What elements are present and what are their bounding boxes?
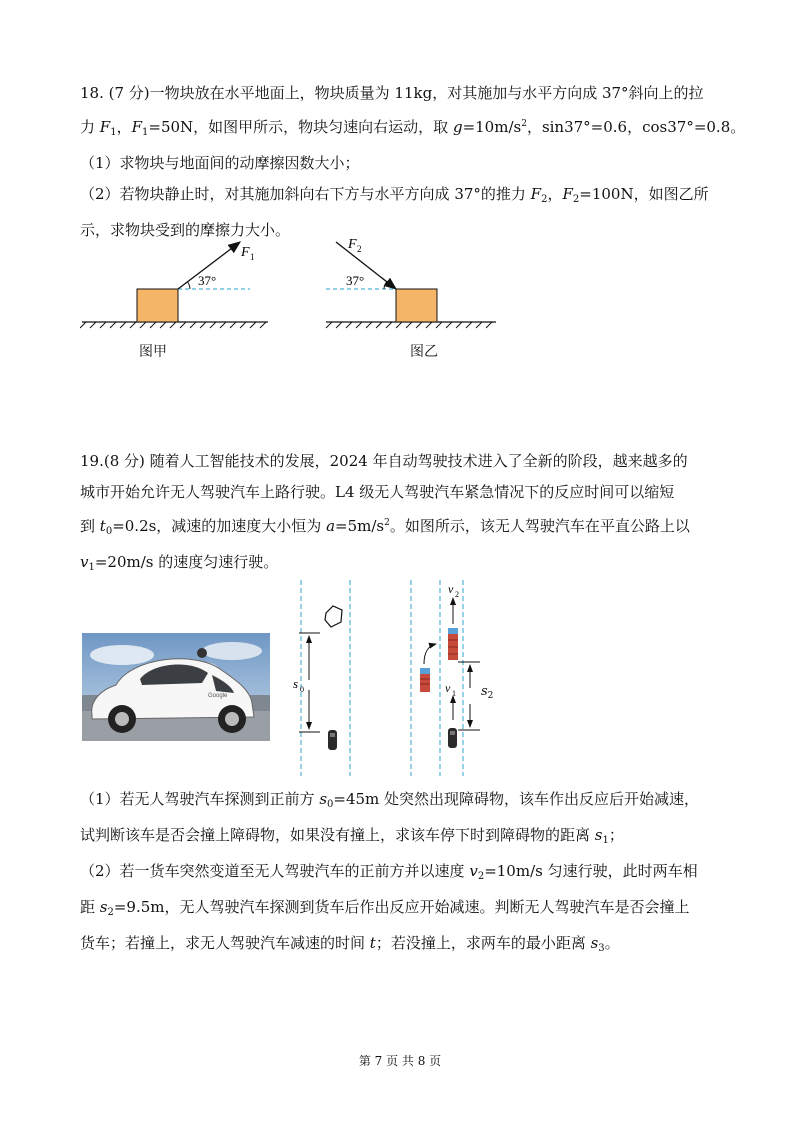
q19-line-1: 19.(8 分) 随着人工智能技术的发展，2024 年自动驾驶技术进入了全新的阶段，越来越多的	[80, 452, 688, 470]
s0-label-sub: 0	[300, 685, 304, 694]
q19-part-1-line-2	[80, 820, 730, 856]
block	[137, 289, 178, 322]
var-s: s	[590, 934, 599, 952]
q19-part-2-line-3	[80, 928, 730, 964]
q18-number: 18. (7 分)	[80, 84, 150, 102]
q19-line-3	[80, 508, 730, 547]
question-19-stem	[80, 446, 730, 583]
q18-line-1	[80, 78, 730, 109]
q19-line-2: 城市开始允许无人驾驶汽车上路行驶。L4 级无人驾驶汽车紧急情况下的反应时间可以缩短	[80, 483, 675, 501]
subscript: 0	[105, 526, 113, 537]
q18-text: ，	[116, 118, 132, 136]
var-s: s	[594, 826, 603, 844]
s2-label	[481, 684, 493, 701]
subscript: 2	[477, 871, 485, 882]
v1-label: v	[445, 681, 451, 695]
subscript: 1	[602, 835, 609, 846]
angle-arc	[384, 282, 387, 289]
var-a: a	[326, 517, 336, 535]
subscript: 2	[572, 194, 580, 205]
subscript: 0	[327, 799, 334, 810]
q19-text: =5m/s	[335, 517, 385, 535]
var-s: s	[99, 898, 108, 916]
subscript: 1	[142, 127, 149, 138]
var-f: F	[99, 118, 111, 136]
var-t: t	[99, 517, 106, 535]
block	[396, 289, 437, 322]
obstacle	[325, 606, 342, 627]
q19-text: 货车；若撞上，求无人驾驶汽车减速的时间	[80, 934, 370, 952]
s2-label-letter: s	[481, 684, 488, 699]
superscript: 2	[521, 119, 527, 129]
q18-text: ，	[547, 185, 563, 203]
subscript: 2	[541, 194, 548, 205]
q18-text: 一物块放在水平地面上，物块质量为 11kg，对其施加与水平方向成 37°斜向上的拉	[149, 84, 704, 102]
q18-text: =50N，如图甲所示，物块匀速向右运动，取	[148, 118, 453, 136]
force-label-f: F	[348, 237, 357, 252]
ground-hatch	[80, 322, 266, 328]
q18-part-2-line-1	[80, 179, 730, 215]
q19-text: =9.5m，无人驾驶汽车探测到货车后作出反应开始减速。判断无人驾驶汽车是否会撞上	[113, 898, 690, 916]
lane-change-arrow	[424, 644, 436, 664]
superscript: 2	[384, 518, 390, 528]
force-label-sub: 2	[357, 244, 362, 254]
var-v: v	[80, 553, 89, 571]
var-g: g	[452, 118, 463, 136]
q19-text: =0.2s，减速的加速度大小恒为	[112, 517, 327, 535]
q19-text: 试判断该车是否会撞上障碍物，如果没有撞上，求该车停下时到障碍物的距离	[80, 826, 595, 844]
car-logo: Google	[208, 693, 228, 699]
q19-text: 。	[604, 934, 620, 952]
q19-text: =10m/s 匀速行驶，此时两车相	[484, 862, 698, 880]
angle-label: 37°	[198, 273, 217, 288]
caption-b: 图乙	[410, 344, 438, 360]
truck-ahead	[448, 628, 458, 660]
q19-part-2-line-2	[80, 892, 730, 928]
self-driving-car-top	[448, 728, 457, 748]
q18-text: 力	[80, 118, 100, 136]
self-driving-car-photo	[82, 633, 270, 741]
q18-part-2-line-2: 示，求物块受到的摩擦力大小。	[80, 221, 291, 239]
angle-arc	[188, 282, 191, 289]
s0-label: s	[293, 676, 299, 691]
q19-text: 到	[80, 517, 100, 535]
var-f: F	[530, 185, 542, 203]
q18-line-2	[80, 109, 746, 148]
var-f: F	[562, 185, 573, 203]
q19-part-2-line-1	[80, 856, 730, 892]
v1-label-sub: 1	[452, 689, 456, 698]
question-18-stem	[80, 78, 746, 246]
q18-text: =10m/s	[462, 118, 522, 136]
q18-text: =100N，如图乙所	[579, 185, 709, 203]
caption-a: 图甲	[139, 344, 167, 360]
self-driving-car-top	[328, 730, 337, 750]
q19-text: 。如图所示，该无人驾驶汽车在平直公路上以	[389, 517, 690, 535]
q18-text: （2）若物块静止时，对其施加斜向右下方与水平方向成 37°的推力	[80, 185, 531, 203]
question-19-parts	[80, 784, 730, 964]
v2-label-sub: 2	[455, 590, 459, 599]
force-label-f: F	[241, 245, 250, 260]
q19-text: =20m/s 的速度匀速行驶。	[94, 553, 279, 571]
ground-hatch	[326, 322, 492, 328]
v2-label: v	[448, 582, 454, 596]
subscript: 1	[110, 127, 117, 138]
subscript: 3	[598, 943, 605, 954]
s2-label-sub: 2	[487, 691, 494, 701]
truck-changing-lane	[420, 668, 430, 692]
q19-text: 距	[80, 898, 100, 916]
q18-part-1: （1）求物块与地面间的动摩擦因数大小；	[80, 154, 360, 172]
figure-a	[80, 232, 270, 332]
page-footer: 第 7 页 共 8 页	[358, 1054, 442, 1068]
var-v: v	[469, 862, 478, 880]
subscript: 2	[107, 907, 114, 918]
q19-text: =45m 处突然出现障碍物，该车作出反应后开始减速，	[333, 790, 700, 808]
q18-text: ，sin37°=0.6，cos37°=0.8。	[526, 118, 746, 136]
subscript: 1	[88, 562, 95, 573]
q19-text: （2）若一货车突然变道至无人驾驶汽车的正前方并以速度	[80, 862, 470, 880]
road-diagram-obstacle	[290, 580, 360, 776]
q19-text: ；若没撞上，求两车的最小距离	[375, 934, 591, 952]
force-label-sub: 1	[250, 252, 255, 262]
q19-part-1-line-1	[80, 784, 730, 820]
q19-line-4	[80, 547, 730, 583]
angle-label: 37°	[346, 273, 365, 288]
var-t: t	[369, 934, 376, 952]
figure-b	[318, 232, 498, 332]
var-f: F	[131, 118, 143, 136]
q19-text: （1）若无人驾驶汽车探测到正前方	[80, 790, 320, 808]
q19-text: ；	[608, 826, 624, 844]
var-s: s	[319, 790, 328, 808]
force-arrow-f2	[336, 242, 396, 289]
road-diagram-truck	[400, 580, 480, 776]
